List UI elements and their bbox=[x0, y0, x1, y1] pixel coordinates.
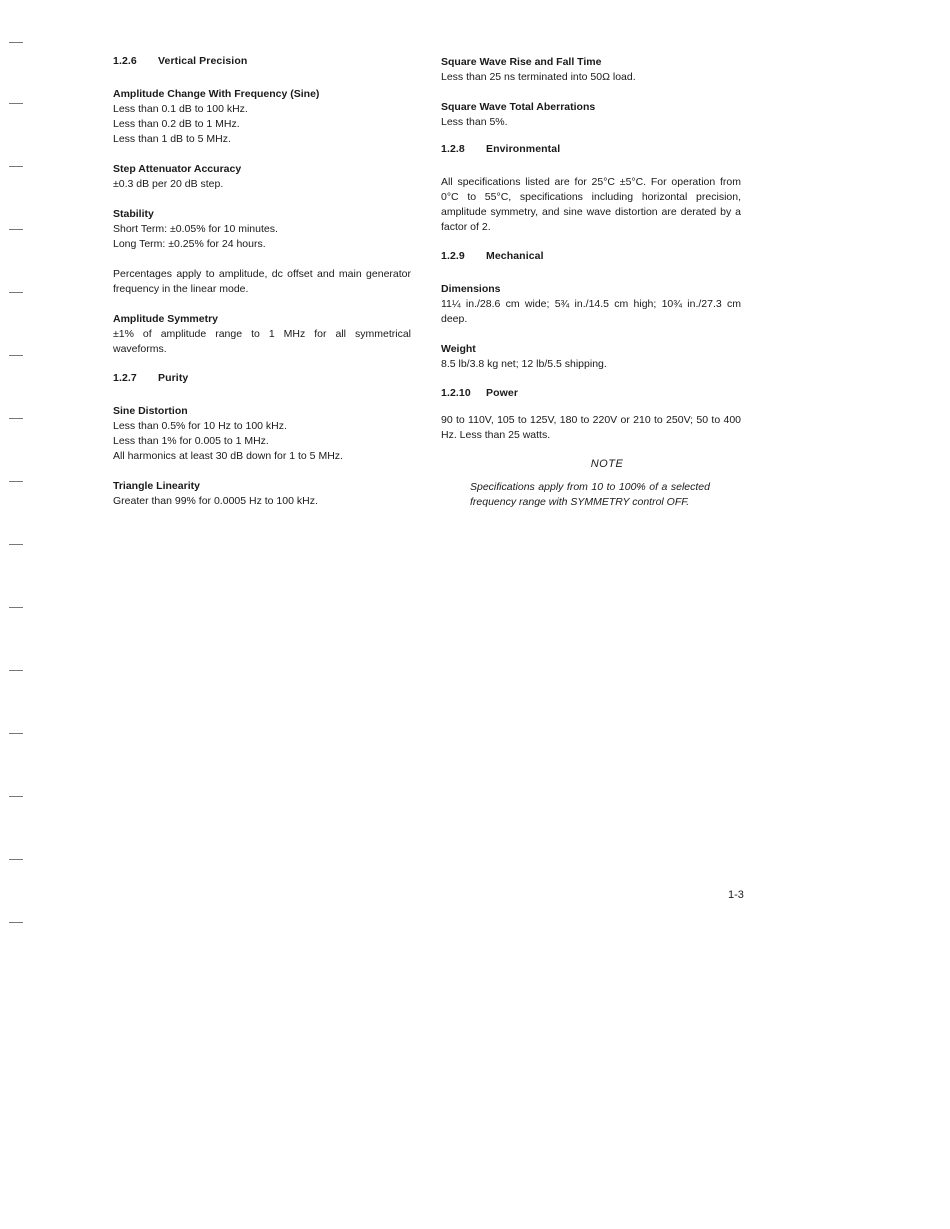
margin-tick bbox=[9, 481, 23, 482]
spec-step-attenuator-accuracy bbox=[113, 162, 411, 192]
section-title: Vertical Precision bbox=[158, 55, 248, 67]
power-paragraph: 90 to 110V, 105 to 125V, 180 to 220V or 210 to 250V; 50 to 400 Hz. Less than 25 watts. bbox=[441, 414, 741, 441]
spec-title: Square Wave Rise and Fall Time bbox=[441, 56, 602, 68]
section-title: Purity bbox=[158, 372, 189, 384]
note-title: NOTE bbox=[590, 458, 624, 470]
margin-tick bbox=[9, 229, 23, 230]
spec-text: 11¼ in./28.6 cm wide; 5¾ in./14.5 cm high; 10¾ in./27.3 cm deep. bbox=[441, 298, 741, 325]
margin-tick bbox=[9, 544, 23, 545]
spec-title: Step Attenuator Accuracy bbox=[113, 163, 242, 175]
right-column bbox=[441, 55, 741, 510]
page-number: 1-3 bbox=[728, 889, 744, 901]
spec-amplitude-change-with-frequency bbox=[113, 87, 411, 147]
margin-tick bbox=[9, 922, 23, 923]
spec-line: 8.5 lb/3.8 kg net; 12 lb/5.5 shipping. bbox=[441, 358, 607, 370]
spec-title: Amplitude Change With Frequency (Sine) bbox=[113, 88, 320, 100]
note-block bbox=[441, 458, 710, 510]
margin-tick bbox=[9, 607, 23, 608]
spec-title: Square Wave Total Aberrations bbox=[441, 101, 596, 113]
spec-line: Less than 0.2 dB to 1 MHz. bbox=[113, 118, 240, 130]
binding-margin-marks bbox=[0, 0, 30, 1229]
section-number: 1.2.9 bbox=[441, 250, 465, 262]
spec-line: Less than 0.1 dB to 100 kHz. bbox=[113, 103, 248, 115]
margin-tick bbox=[9, 42, 23, 43]
margin-tick bbox=[9, 103, 23, 104]
section-number: 1.2.7 bbox=[113, 372, 137, 384]
section-number: 1.2.6 bbox=[113, 55, 137, 67]
spec-line: All harmonics at least 30 dB down for 1 to 5 MHz. bbox=[113, 450, 343, 462]
spec-title: Amplitude Symmetry bbox=[113, 313, 219, 325]
spec-triangle-linearity bbox=[113, 479, 411, 509]
margin-tick bbox=[9, 670, 23, 671]
spec-text: ±1% of amplitude range to 1 MHz for all symmetrical waveforms. bbox=[113, 328, 411, 355]
note-body: Specifications apply from 10 to 100% of a selected frequency range with SYMMETRY control OFF. bbox=[470, 481, 710, 508]
spec-sine-distortion bbox=[113, 404, 411, 464]
spec-amplitude-symmetry bbox=[113, 312, 411, 357]
spec-title: Weight bbox=[441, 343, 476, 355]
spec-line: Less than 5%. bbox=[441, 116, 508, 128]
spec-dimensions bbox=[441, 282, 741, 327]
spec-line: Greater than 99% for 0.0005 Hz to 100 kHz. bbox=[113, 495, 318, 507]
spec-line: Less than 25 ns terminated into 50Ω load. bbox=[441, 71, 636, 83]
section-heading-1-2-7 bbox=[113, 372, 411, 384]
spec-title: Stability bbox=[113, 208, 154, 220]
section-title: Power bbox=[486, 387, 519, 399]
spec-square-wave-rise-fall bbox=[441, 55, 741, 85]
spec-stability bbox=[113, 207, 411, 252]
spec-weight bbox=[441, 342, 741, 372]
spec-title: Triangle Linearity bbox=[113, 480, 200, 492]
margin-tick bbox=[9, 733, 23, 734]
margin-tick bbox=[9, 796, 23, 797]
section-number: 1.2.8 bbox=[441, 143, 465, 155]
margin-tick bbox=[9, 859, 23, 860]
section-heading-1-2-8 bbox=[441, 143, 741, 155]
spec-line: Long Term: ±0.25% for 24 hours. bbox=[113, 238, 266, 250]
margin-tick bbox=[9, 418, 23, 419]
spec-title: Dimensions bbox=[441, 283, 501, 295]
section-heading-1-2-6 bbox=[113, 55, 411, 67]
spec-line: Less than 1 dB to 5 MHz. bbox=[113, 133, 231, 145]
margin-tick bbox=[9, 292, 23, 293]
spec-title: Sine Distortion bbox=[113, 405, 188, 417]
section-heading-1-2-9 bbox=[441, 250, 741, 262]
section-number: 1.2.10 bbox=[441, 387, 471, 399]
percentages-paragraph: Percentages apply to amplitude, dc offset and main generator frequency in the linear mode. bbox=[113, 268, 411, 295]
margin-tick bbox=[9, 355, 23, 356]
section-title: Mechanical bbox=[486, 250, 544, 262]
environmental-paragraph: All specifications listed are for 25°C ±5°C. For operation from 0°C to 55°C, specifications including horizontal precision, amplitude symmetry, and sine wave distortion are derated by a factor of 2. bbox=[441, 176, 741, 233]
spec-line: ±0.3 dB per 20 dB step. bbox=[113, 178, 224, 190]
section-heading-1-2-10 bbox=[441, 387, 741, 399]
left-column bbox=[113, 55, 411, 524]
spec-line: Less than 1% for 0.005 to 1 MHz. bbox=[113, 435, 269, 447]
spec-line: Less than 0.5% for 10 Hz to 100 kHz. bbox=[113, 420, 287, 432]
spec-square-wave-aberrations bbox=[441, 100, 741, 130]
margin-tick bbox=[9, 166, 23, 167]
spec-line: Short Term: ±0.05% for 10 minutes. bbox=[113, 223, 278, 235]
section-title: Environmental bbox=[486, 143, 561, 155]
